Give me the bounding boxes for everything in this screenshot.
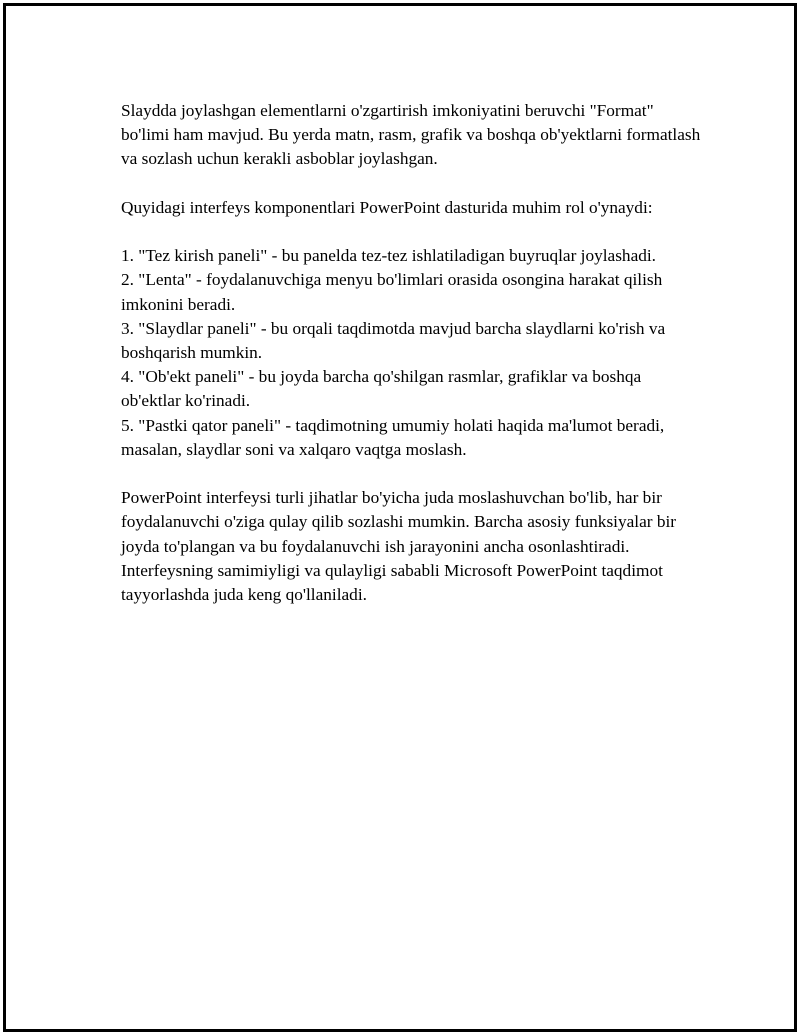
list-item: 5. "Pastki qator paneli" - taqdimotning umumiy holati haqida ma'lumot beradi, masalan, slaydlar soni va xalqaro vaqtga moslash. — [121, 415, 665, 459]
paragraph-conclusion: PowerPoint interfeysi turli jihatlar bo'yicha juda moslashuvchan bo'lib, har bir foydalanuvchi o'ziga qulay qilib sozlashi mumkin. Barcha asosiy funksiyalar bir joyda to'plangan va bu foydalanuvchi ish jarayonini ancha osonlashtiradi. Interfeysning samimiyligi va qulayligi sababli Microsoft PowerPoint taqdimot tayyorlashda juda keng qo'llaniladi. — [121, 488, 677, 605]
component-list — [121, 244, 701, 462]
page-frame — [3, 3, 797, 1032]
paragraph-format-section: Slaydda joylashgan elementlarni o'zgartirish imkoniyatini beruvchi "Format" bo'limi ham mavjud. Bu yerda matn, rasm, grafik va boshqa ob'yektlarni formatlash va sozlash uchun kerakli asboblar joylashgan. — [121, 101, 701, 169]
list-item: 2. "Lenta" - foydalanuvchiga menyu bo'limlari orasida osongina harakat qilish imkonini beradi. — [121, 270, 663, 314]
document-body — [121, 99, 701, 631]
list-item: 3. "Slaydlar paneli" - bu orqali taqdimotda mavjud barcha slaydlarni ko'rish va boshqarish mumkin. — [121, 318, 666, 362]
list-item: 4. "Ob'ekt paneli" - bu joyda barcha qo'shilgan rasmlar, grafiklar va boshqa ob'ektlar ko'rinadi. — [121, 367, 642, 411]
list-item: 1. "Tez kirish paneli" - bu panelda tez-tez ishlatiladigan buyruqlar joylashadi. — [121, 246, 657, 266]
paragraph-components-intro: Quyidagi interfeys komponentlari PowerPoint dasturida muhim rol o'ynaydi: — [121, 197, 653, 217]
